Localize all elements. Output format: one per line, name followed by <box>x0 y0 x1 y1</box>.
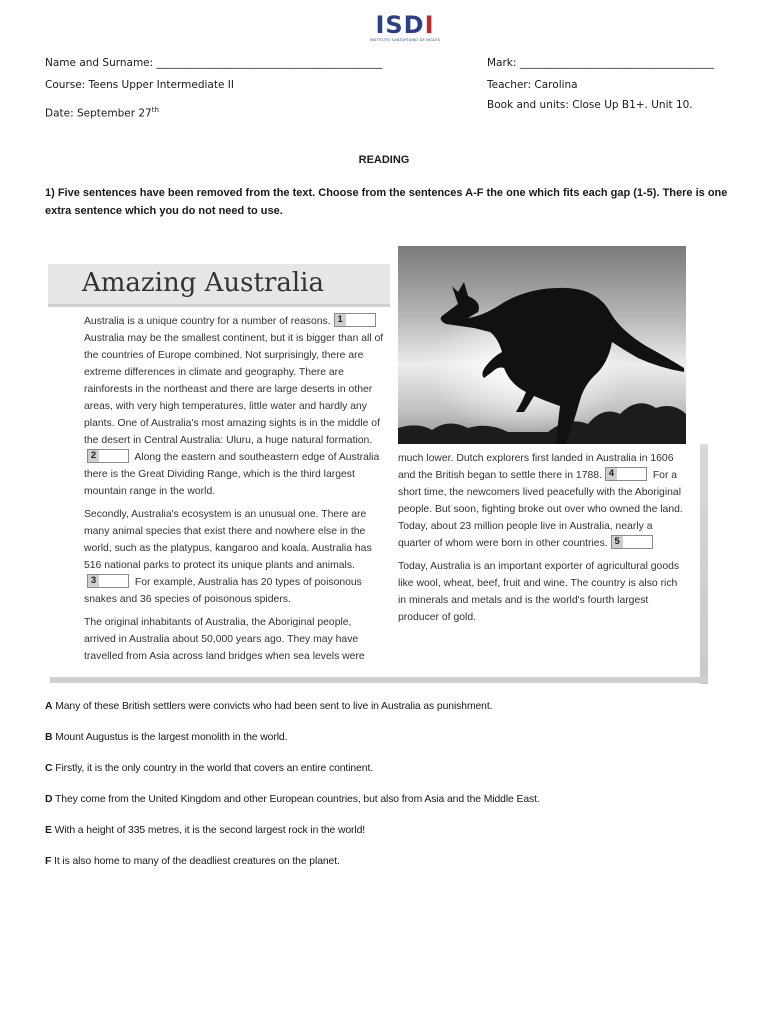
option-f: F It is also home to many of the deadliest creatures on the planet. <box>45 856 340 867</box>
option-d: D They come from the United Kingdom and other European countries, but also from Asia and the Middle East. <box>45 794 540 805</box>
name-field[interactable]: Name and Surname: ___________________________________________ <box>45 57 383 69</box>
paragraph-2: Secondly, Australia's ecosystem is an unusual one. There are many animal species that exist there and nowhere else in the world, such as the platypus, kangaroo and koala. Australia has 516 national parks to protect its unique plants and animals. 3 For example, Australia has 20 types of poisonous snakes and 36 species of poisonous spiders. <box>84 509 372 605</box>
gap-box-3[interactable]: 3 <box>87 574 129 588</box>
gap-box-4[interactable]: 4 <box>605 467 647 481</box>
gap-box-1[interactable]: 1 <box>334 313 376 327</box>
teacher-label: Teacher: Carolina <box>487 79 578 91</box>
paragraph-4: much lower. Dutch explorers first landed in Australia in 1606 and the British began to settle there in 1788. 4 For a short time, the newcomers lived peacefully with the Aboriginal people. But soon, fighting broke out over who owned the land. Today, about 23 million people live in Australia, nearly a quarter of whom were born in other countries. 5 <box>398 453 683 549</box>
option-c: C Firstly, it is the only country in the world that covers an entire continent. <box>45 763 374 774</box>
option-b: B Mount Augustus is the largest monolith in the world. <box>45 732 288 743</box>
course-label: Course: Teens Upper Intermediate II <box>45 79 234 91</box>
article-left-column <box>84 313 384 671</box>
option-a: A Many of these British settlers were convicts who had been sent to live in Australia as punishment. <box>45 701 493 712</box>
logo-subtitle: INSTITUTO SANTAFESINO DE INGLÉS <box>369 38 441 42</box>
panel-shadow-bottom <box>50 677 708 683</box>
gap-box-5[interactable]: 5 <box>611 535 653 549</box>
option-e: E With a height of 335 metres, it is the second largest rock in the world! <box>45 825 366 836</box>
kangaroo-photo <box>398 246 686 444</box>
institute-logo <box>366 12 444 43</box>
article-right-column <box>398 450 684 632</box>
logo-wordmark: ISDI <box>375 11 435 39</box>
exercise-instruction: 1) Five sentences have been removed from the text. Choose from the sentences A-F the one which fits each gap (1-5). There is one extra sentence which you do not need to use. <box>45 187 728 217</box>
book-label: Book and units: Close Up B1+. Unit 10. <box>487 99 693 111</box>
panel-shadow-right <box>700 444 708 684</box>
paragraph-1: Australia is a unique country for a number of reasons. 1 Australia may be the smallest continent, but it is bigger than all of the countries of Europe combined. Not surprisingly, there are extreme differences in climate and geography. There are rainforests in the northeast and there are large deserts in other areas, with very high temperatures, little water and hardly any plants. One of Australia's most amazing sights is in the middle of the desert in Central Australia: Uluru, a huge natural formation. 2 Along the eastern and southeastern edge of Australia there is the Great Dividing Range, which is the third largest mountain range in the world. <box>84 314 384 497</box>
section-title: READING <box>358 154 410 166</box>
article-title: Amazing Australia <box>82 268 324 298</box>
gap-box-2[interactable]: 2 <box>87 449 129 463</box>
paragraph-3: The original inhabitants of Australia, the Aboriginal people, arrived in Australia about 50,000 years ago. They may have travelled from Asia across land bridges when sea levels were <box>84 617 365 662</box>
paragraph-5: Today, Australia is an important exporter of agricultural goods like wool, wheat, beef, fruit and wine. The country is also rich in minerals and metals and is the world's fourth largest producer of gold. <box>398 561 680 623</box>
date-label: Date: September 27th <box>45 106 159 120</box>
mark-field[interactable]: Mark: _____________________________________ <box>487 57 715 69</box>
